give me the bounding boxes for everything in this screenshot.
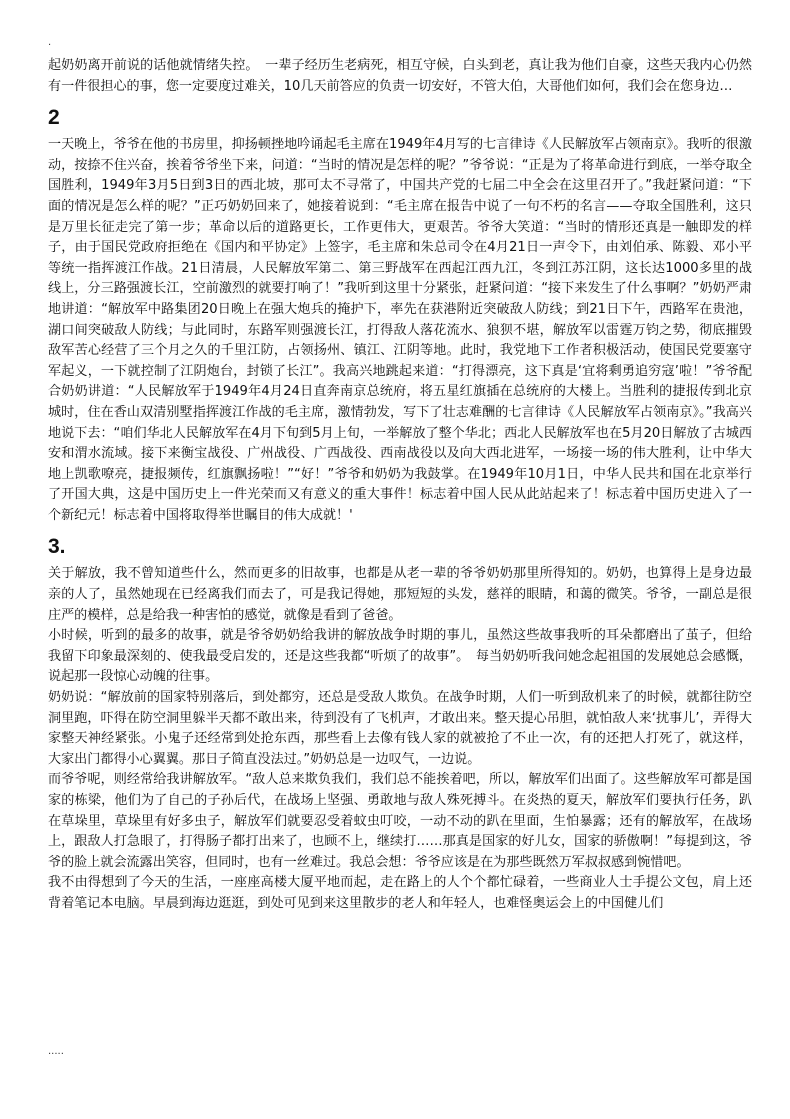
section-3-paragraph-4: 而爷爷呢，则经常给我讲解放军。“敌人总来欺负我们，我们总不能挨着吧，所以，解放军们出面了。这些解放军可都是国家的栋梁，他们为了自己的子孙后代，在战场上坚强、勇敢地与敌人殊死搏斗。在炎热的夏天，解放军们要执行任务，趴在草垛里，草垛里有好多虫子，解放军们就要忍受着蚊虫叮咬，一动不动的趴在里面，生怕暴露；还有的解放军，在战场上，跟敌人打急眼了，打得肠子都打出来了，也顾不上，继续打……那真是国家的好儿女，国家的骄傲啊！”每提到这，爷爷的脸上就会流露出笑容，但同时，也有一丝难过。我总会想：爷爷应该是在为那些既然万军叔叔感到惋惜吧。 <box>48 772 752 870</box>
section-3-paragraph-2: 小时候，听到的最多的故事，就是爷爷奶奶给我讲的解放战争时期的事儿，虽然这些故事我听的耳朵都磨出了茧子，但给我留下印象最深刻的、使我最受启发的，还是这些我都“听烦了的故事”。 每当奶奶听我问她念起祖国的发展她总会感慨，说起那一段惊心动魄的往事。 <box>48 628 752 685</box>
bottom-mark: ..... <box>48 1046 64 1057</box>
section-3-paragraph-3: 奶奶说：“解放前的国家特别落后，到处都穷，还总是受敌人欺负。在战争时期，人们一听到敌机来了的时候，就都往防空洞里跑，吓得在防空洞里躲半天都不敢出来，待到没有了飞机声，才敢出来。整天提心吊胆，就怕敌人来‘扰事儿’，弄得大家整天神经紧张。小鬼子还经常到处抢东西，那些看上去像有钱人家的就被抢了不止一次，有的还把人打死了，就这样，大家出门都得小心翼翼。那日子简直没法过。”奶奶总是一边叹气，一边说。 <box>48 690 752 767</box>
section-3-heading: 3. <box>48 535 66 559</box>
section-2-paragraph: 一天晚上，爷爷在他的书房里，抑扬顿挫地吟诵起毛主席在1949年4月写的七言律诗《人民解放军占领南京》。我听的很激动，按捺不住兴奋，挨着爷爷坐下来，问道：“当时的情况是怎样的呢？”爷爷说：“正是为了将革命进行到底，一举夺取全国胜利，1949年3月5日到3日的西北坡，那可太不寻常了，中国共产党的七届二中全会在这里召开了。”我赶紧问道：“下面的情况是怎么样的呢？”正巧奶奶回来了，她接着说到：“毛主席在报告中说了一句不朽的名言——夺取全国胜利，这只是万里长征走完了第一步；革命以后的道路更长，工作更伟大，更艰苦。爷爷大笑道：“当时的情形还真是一触即发的样子，由于国民党政府拒绝在《国内和平协定》上签字，毛主席和朱总司令在4月21日一声令下，由刘伯承、陈毅、邓小平等统一指挥渡江作战。21日清晨，人民解放军第二、第三野战军在西起江西九江，冬到江苏江阴，这长达1000多里的战线上，分三路强渡长江，空前激烈的就要打响了！”我听到这里十分紧张，赶紧问道：“接下来发生了什么事啊？”奶奶严肃地讲道：“解放军中路集团20日晚上在强大炮兵的掩护下，率先在获港附近突破敌人防线；到21日下午，西路军在贵池，湖口间突破敌人防线；与此同时，东路军则强渡长江，打得敌人落花流水、狼狈不堪，解放军以雷霆万钧之势，彻底摧毁敌军苦心经营了三个月之久的千里江防，占领扬州、镇江、江阴等地。此时，我党地下工作者积极活动，使国民党要塞守军起义，一下就控制了江阴炮台，封锁了长江”。我高兴地跳起来道：“打得漂亮，这下真是‘宜将剩勇追穷寇’啦！”爷爷配合奶奶讲道：“人民解放军于1949年4月24日直奔南京总统府，将五星红旗插在总统府的大楼上。当胜利的捷报传到北京城时，住在香山双清别墅指挥渡江作战的毛主席，激情勃发，写下了壮志难酬的七言律诗《人民解放军占领南京》。”我高兴地说下去：“咱们华北人民解放军在4月下旬到5月上旬，一举解放了整个华北；西北人民解放军也在5月20日解放了古城西安和渭水流域。接下来衡宝战役、广州战役、广西战役、西南战役以及向大西北进军，一场接一场的伟大胜利，让中华大地上凯歌嘹亮，捷报频传，红旗飘扬啦！”“好！”爷爷和奶奶为我鼓掌。在1949年10月1日，中华人民共和国在北京举行了开国大典，这是中国历史上一件光荣而又有意义的重大事件！标志着中国人民从此站起来了！标志着中国历史进入了一个新纪元！标志着中国将取得举世瞩目的伟大成就！' <box>48 137 752 523</box>
section-2-heading: 2 <box>48 106 60 130</box>
top-mark: · <box>48 40 52 51</box>
section-3-paragraph-1: 关于解放，我不曾知道些什么，然而更多的旧故事，也都是从老一辈的爷爷奶奶那里所得知的。奶奶，也算得上是身边最亲的人了，虽然她现在已经离我们而去了，可是我记得她，那短短的头发，慈祥的眼睛，和蔼的微笑。爷爷，一副总是很庄严的模样，总是给我一种害怕的感觉，就像是看到了爸爸。 <box>48 566 752 623</box>
document-page <box>48 56 752 915</box>
intro-paragraph: 起奶奶离开前说的话他就情绪失控。 一辈子经历生老病死，相互守候，白头到老，真让我为他们自豪，这些天我内心仍然有一件很担心的事，您一定要度过难关，10几天前答应的负责一切安好，不管大伯，大哥他们如何，我们会在您身边… <box>48 58 752 94</box>
section-3-paragraph-5: 我不由得想到了今天的生活，一座座高楼大厦平地而起，走在路上的人个个都忙碌着，一些商业人士手提公文包，肩上还背着笔记本电脑。早晨到海边逛逛，到处可见到来这里散步的老人和年轻人，也难怪奥运会上的中国健儿们 <box>48 875 752 911</box>
